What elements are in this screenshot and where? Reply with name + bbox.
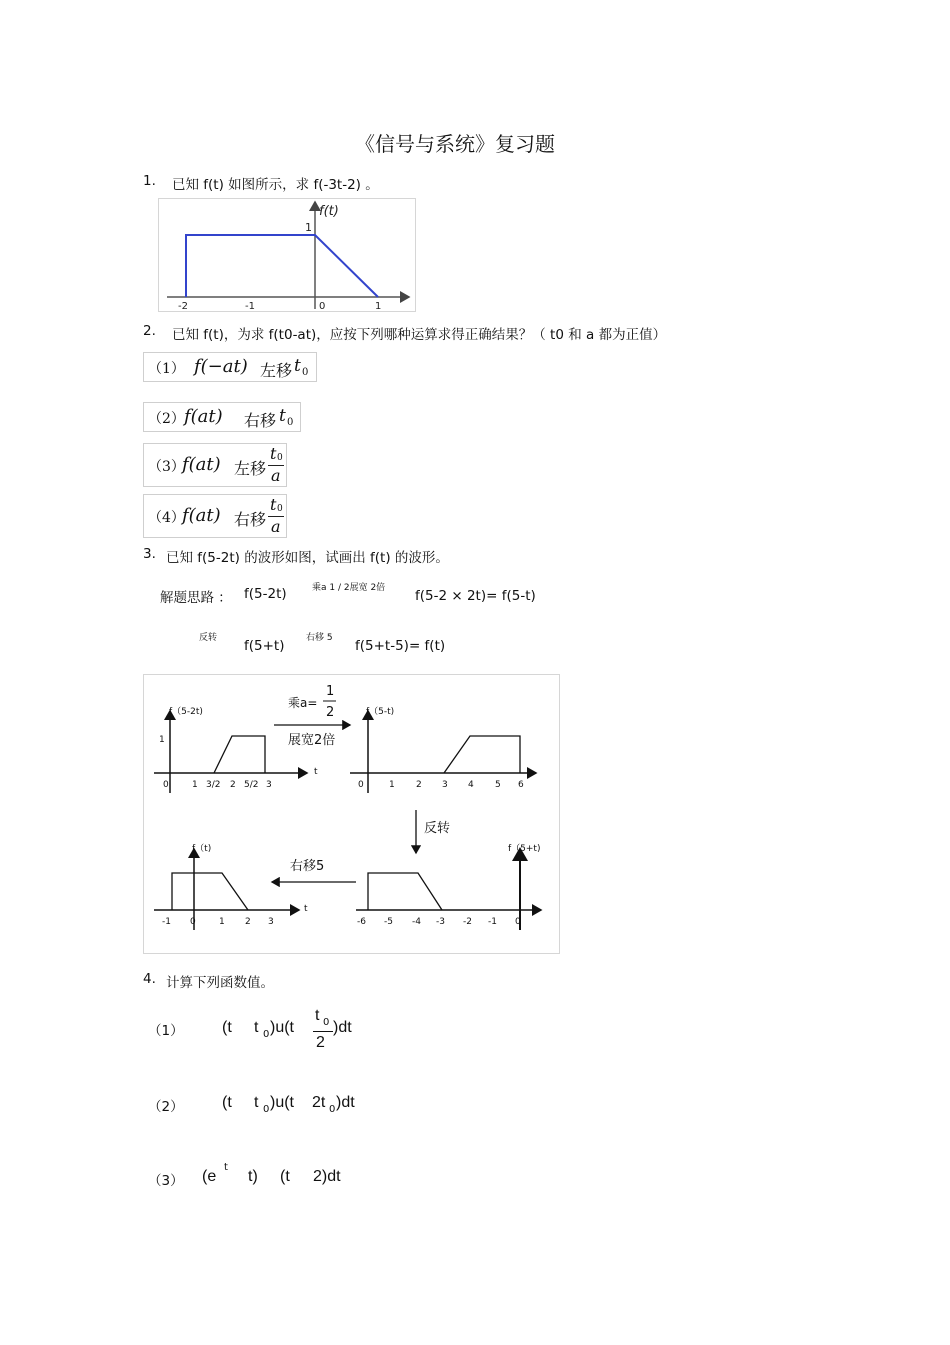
step1-from: f(5-2t) <box>244 586 287 602</box>
question-4-text: 计算下列函数值。 <box>166 975 274 991</box>
y-axis-label: f（t) <box>192 844 212 854</box>
x-tick: 1 <box>389 780 395 790</box>
y-tick-1: 1 <box>305 221 312 234</box>
option-shift: t <box>294 356 301 376</box>
question-2-text: 已知 f(t)，为求 f(t0-at)，应按下列哪种运算求得正确结果？（ t0 和 a 都为正值） <box>172 327 667 343</box>
option-expression: f(at) <box>184 406 223 427</box>
arrow-scale <box>274 684 350 748</box>
step3-operation: 右移 5 <box>306 633 333 643</box>
q2-option-3 <box>143 443 287 487</box>
x-tick: -6 <box>357 917 366 927</box>
y-axis-label: f（5-2t) <box>169 707 203 717</box>
option-operation: 右移 <box>244 411 277 430</box>
x-tick: 5 <box>495 780 501 790</box>
option-operation: 右移 <box>234 510 267 529</box>
x-tick: 3/2 <box>206 780 221 790</box>
signal-waveform <box>186 235 378 297</box>
arrow-label: 反转 <box>424 821 451 836</box>
superscript: t <box>224 1162 228 1173</box>
x-tick-0: 0 <box>319 301 326 311</box>
arrow-label-top: 乘a= <box>288 696 318 710</box>
question-3-number: 3. <box>143 546 156 562</box>
x-axis-label: t <box>304 904 308 914</box>
plot-f-t <box>154 843 308 930</box>
expr-part: (t <box>222 1019 232 1036</box>
step2-operation: 反转 <box>199 633 218 643</box>
plot-f-5-minus-t <box>350 706 536 793</box>
option-shift-sub: 0 <box>287 417 294 428</box>
expr-tail: )dt <box>333 1019 352 1036</box>
arrow-frac-num: 1 <box>326 684 335 699</box>
expr-part: t <box>254 1094 259 1111</box>
question-4-number: 4. <box>143 971 156 987</box>
option-shift: t <box>279 406 286 426</box>
page-title: 《信号与系统》复习题 <box>355 132 555 156</box>
x-tick: 0 <box>163 780 169 790</box>
x-tick: 3 <box>266 780 272 790</box>
expr-part: 2)dt <box>313 1168 341 1185</box>
option-number: （1） <box>148 361 185 377</box>
hint-label: 解题思路 ： <box>160 590 232 606</box>
x-tick: 3 <box>442 780 448 790</box>
expr-part: t) <box>248 1168 258 1185</box>
x-axis-label: t <box>314 767 318 777</box>
x-tick-1: 1 <box>375 301 382 311</box>
option-operation: 左移 <box>234 459 267 478</box>
option-frac-num-sub: 0 <box>277 504 283 514</box>
expr-part: 2t <box>312 1094 326 1111</box>
question-1-figure <box>158 198 416 312</box>
x-tick: 3 <box>268 917 274 927</box>
option-frac-numerator: t <box>270 444 277 463</box>
arrow-label-bottom: 展宽2倍 <box>288 733 336 748</box>
subscript-zero: 0 <box>263 1029 270 1040</box>
x-tick: 4 <box>468 780 474 790</box>
signal-waveform <box>368 873 442 910</box>
x-tick: 2 <box>416 780 422 790</box>
f-t-plot <box>159 199 415 311</box>
question-1-text: 已知 f(t) 如图所示，求 f(-3t-2) 。 <box>172 177 379 193</box>
y-axis-label: f（5+t) <box>508 844 541 854</box>
x-tick: 0 <box>358 780 364 790</box>
x-tick: 0 <box>190 917 196 927</box>
option-number: （4） <box>148 510 185 526</box>
x-tick: 6 <box>518 780 524 790</box>
y-axis-label: f(t) <box>319 204 339 219</box>
q2-option-4 <box>143 494 287 538</box>
subscript-zero: 0 <box>263 1104 270 1115</box>
item-number: （2） <box>148 1099 184 1115</box>
plot-f-5-plus-t <box>356 843 541 930</box>
option-frac-num-sub: 0 <box>277 453 283 463</box>
expr-part: (t <box>280 1168 290 1185</box>
arrow-label: 右移5 <box>290 859 325 874</box>
x-tick: -1 <box>162 917 171 927</box>
expr-part: )u(t <box>270 1019 294 1036</box>
x-tick-neg1: -1 <box>245 301 255 311</box>
option-shift-sub: 0 <box>302 367 309 378</box>
plot-f-5-minus-2t <box>154 706 318 793</box>
step2-result: f(5+t) <box>244 638 285 654</box>
option-number: （2） <box>148 411 185 427</box>
x-tick: 5/2 <box>244 780 259 790</box>
fraction-bar <box>313 1031 333 1032</box>
option-expression: f(at) <box>182 454 221 475</box>
q2-option-1 <box>143 352 317 382</box>
y-axis-label: f（5-t) <box>366 707 395 717</box>
x-tick: 0 <box>515 917 521 927</box>
x-tick-neg2: -2 <box>178 301 188 311</box>
x-tick: -3 <box>436 917 445 927</box>
q2-option-2 <box>143 402 301 432</box>
arrow-frac-den: 2 <box>326 705 335 720</box>
expr-part: t <box>254 1019 259 1036</box>
item-number: （3） <box>148 1173 184 1189</box>
y-tick-1: 1 <box>159 735 165 745</box>
question-3-figure <box>143 674 560 954</box>
option-operation: 左移 <box>260 361 293 380</box>
subscript-zero: 0 <box>329 1104 336 1115</box>
question-3-text: 已知 f(5-2t) 的波形如图，试画出 f(t) 的波形。 <box>166 550 449 566</box>
expr-tail: )dt <box>336 1094 355 1111</box>
x-tick: -1 <box>488 917 497 927</box>
question-2-number: 2. <box>143 323 156 339</box>
option-frac-denominator: a <box>271 466 281 485</box>
step1-result: f(5-2 × 2t)= f(5-t) <box>415 588 536 604</box>
signal-waveform <box>172 873 248 910</box>
frac-den: 2 <box>316 1034 325 1051</box>
frac-top-sub: 0 <box>323 1017 330 1028</box>
x-tick: 1 <box>219 917 225 927</box>
option-frac-denominator: a <box>271 517 281 536</box>
question-1-number: 1. <box>143 173 156 189</box>
item-number: （1） <box>148 1023 184 1039</box>
option-expression: f(−at) <box>194 356 248 377</box>
option-expression: f(at) <box>182 505 221 526</box>
step1-operation: 乘a 1 / 2展宽 2倍 <box>312 583 386 593</box>
arrow-reverse <box>416 810 450 853</box>
x-tick: -2 <box>463 917 472 927</box>
x-tick: 1 <box>192 780 198 790</box>
option-number: （3） <box>148 459 185 475</box>
signal-waveform <box>444 736 520 773</box>
signal-waveform <box>214 736 265 773</box>
expr-part: )u(t <box>270 1094 294 1111</box>
frac-top: t <box>315 1007 320 1024</box>
transform-diagram <box>144 675 559 953</box>
expr-part: (e <box>202 1168 217 1185</box>
step3-result: f(5+t-5)= f(t) <box>355 638 446 654</box>
arrow-shift <box>272 859 356 882</box>
x-tick: 2 <box>245 917 251 927</box>
x-tick: 2 <box>230 780 236 790</box>
x-tick: -5 <box>384 917 393 927</box>
expr-part: (t <box>222 1094 232 1111</box>
option-frac-numerator: t <box>270 495 277 514</box>
x-tick: -4 <box>412 917 421 927</box>
